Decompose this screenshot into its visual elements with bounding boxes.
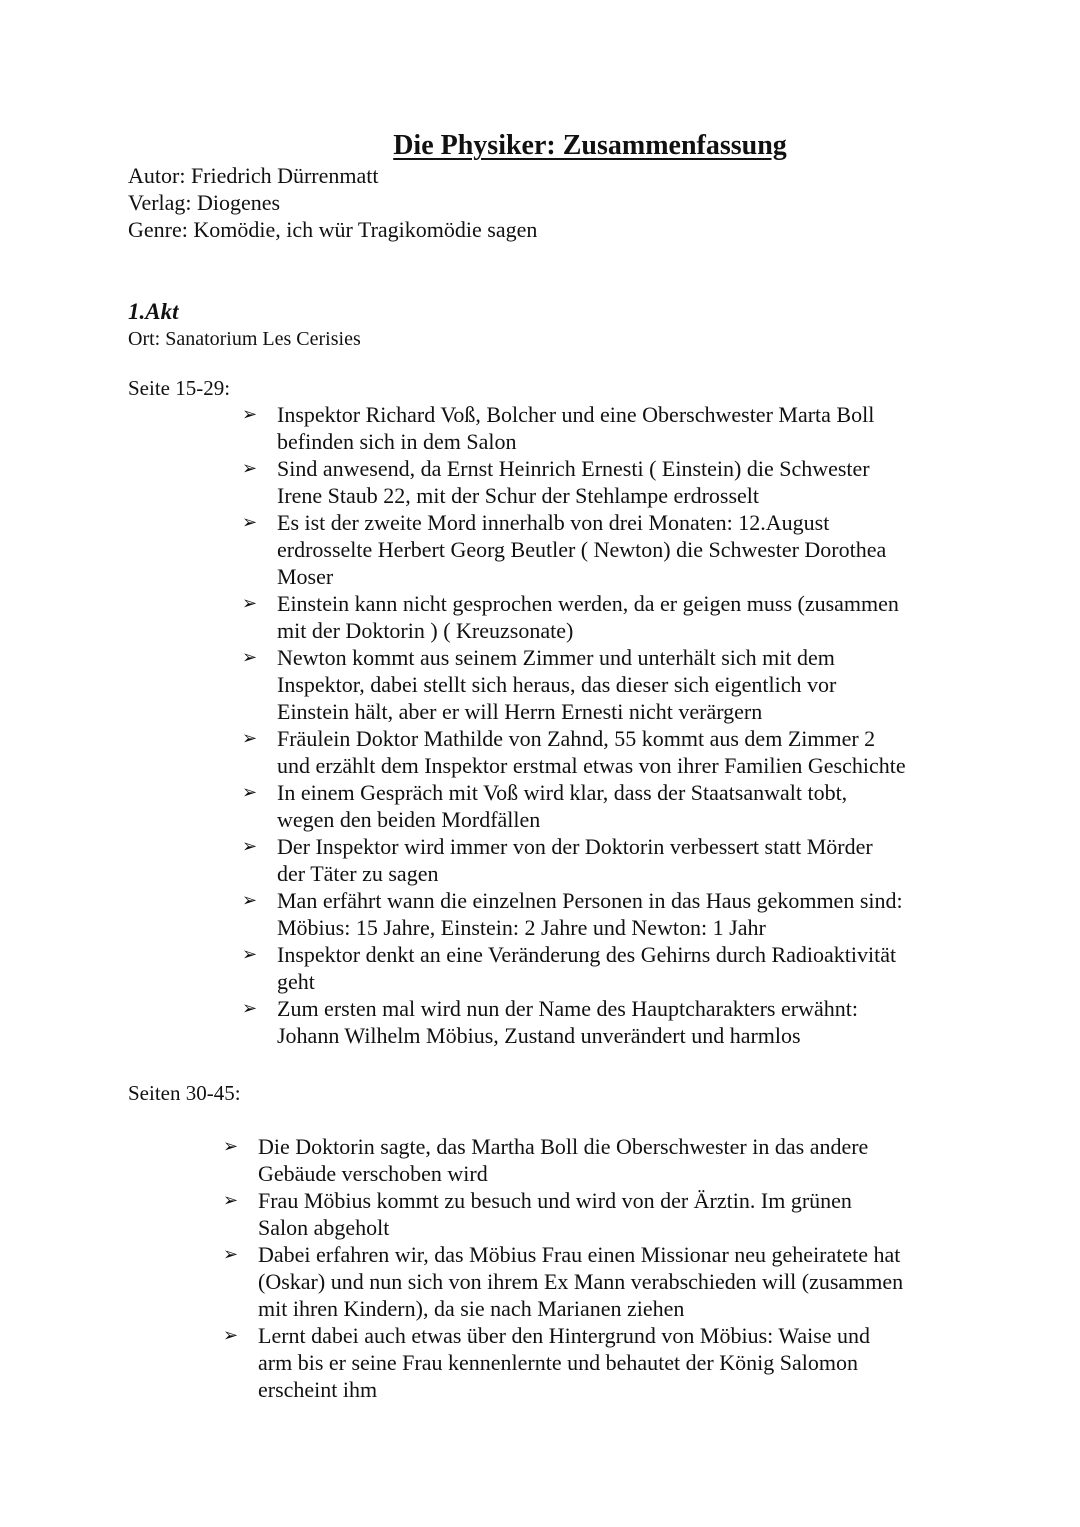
bullet-item-line: ➢ Fräulein Doktor Mathilde von Zahnd, 55 kommt aus dem Zimmer 2 [277, 726, 876, 751]
bullet-item-line: ➢ Inspektor denkt an eine Veränderung des Gehirns durch Radioaktivität [277, 942, 897, 967]
bullet-item [242, 887, 906, 941]
bullet-item [242, 509, 906, 590]
bullet-item-line: befinden sich in dem Salon [277, 429, 517, 454]
bullet-item [223, 1241, 903, 1322]
bullet-item [242, 725, 906, 779]
bullet-item-line: ➢ Newton kommt aus seinem Zimmer und unterhält sich mit dem [277, 645, 835, 670]
bullet-item [223, 1133, 903, 1187]
bullet-item-line: ➢ Es ist der zweite Mord innerhalb von drei Monaten: 12.August [277, 510, 830, 535]
bullet-item-line: Moser [277, 564, 334, 589]
bullet-list-pages-30-45 [223, 1133, 903, 1403]
bullet-item-line: Möbius: 15 Jahre, Einstein: 2 Jahre und Newton: 1 Jahr [277, 915, 766, 940]
bullet-item-line: ➢ Dabei erfahren wir, das Möbius Frau einen Missionar neu geheiratete hat [258, 1242, 901, 1267]
bullet-item-line: ➢ Inspektor Richard Voß, Bolcher und eine Oberschwester Marta Boll [277, 402, 875, 427]
bullet-list-pages-15-29 [242, 401, 906, 1049]
bullet-item-line: der Täter zu sagen [277, 861, 439, 886]
publisher-line: Verlag: Diogenes [128, 190, 281, 215]
bullet-item-line: Salon abgeholt [258, 1215, 390, 1240]
bullet-item-line: ➢ Der Inspektor wird immer von der Doktorin verbessert statt Mörder [277, 834, 873, 859]
bullet-item-line: Einstein hält, aber er will Herrn Ernesti nicht verärgern [277, 699, 763, 724]
bullet-item-line: ➢ In einem Gespräch mit Voß wird klar, dass der Staatsanwalt tobt, [277, 780, 848, 805]
bullet-item [242, 995, 906, 1049]
bullet-item-line: ➢ Sind anwesend, da Ernst Heinrich Ernesti ( Einstein) die Schwester [277, 456, 870, 481]
bullet-item-line: erdrosselte Herbert Georg Beutler ( Newton) die Schwester Dorothea [277, 537, 887, 562]
act-heading: 1.Akt [128, 299, 179, 324]
location-line: Ort: Sanatorium Les Cerisies [128, 328, 361, 350]
bullet-item-line: Inspektor, dabei stellt sich heraus, das dieser sich eigentlich vor [277, 672, 837, 697]
bullet-item-line: mit ihren Kindern), da sie nach Marianen ziehen [258, 1296, 685, 1321]
bullet-item [242, 455, 906, 509]
bullet-item [242, 941, 906, 995]
bullet-item [242, 833, 906, 887]
document-title: Die Physiker: Zusammenfassung [393, 130, 787, 161]
bullet-item-line: (Oskar) und nun sich von ihrem Ex Mann verabschieden will (zusammen [258, 1269, 904, 1294]
bullet-item-line: und erzählt dem Inspektor erstmal etwas von ihrer Familien Geschichte [277, 753, 906, 778]
bullet-item-line: Johann Wilhelm Möbius, Zustand unverändert und harmlos [277, 1023, 801, 1048]
bullet-item-line: ➢ Einstein kann nicht gesprochen werden, da er geigen muss (zusammen [277, 591, 899, 616]
section-label-pages-30-45: Seiten 30-45: [128, 1081, 241, 1105]
bullet-item-line: wegen den beiden Mordfällen [277, 807, 541, 832]
bullet-item [223, 1322, 903, 1403]
bullet-item-line: ➢ Die Doktorin sagte, das Martha Boll die Oberschwester in das andere [258, 1134, 869, 1159]
section-label-pages-15-29: Seite 15-29: [128, 376, 231, 400]
bullet-item-line: geht [277, 969, 315, 994]
bullet-item [242, 644, 906, 725]
bullet-item-line: ➢ Lernt dabei auch etwas über den Hintergrund von Möbius: Waise und [258, 1323, 871, 1348]
bullet-item-line: Irene Staub 22, mit der Schur der Stehlampe erdrosselt [277, 483, 760, 508]
author-line: Autor: Friedrich Dürrenmatt [128, 163, 379, 188]
bullet-item-line: ➢ Man erfährt wann die einzelnen Personen in das Haus gekommen sind: [277, 888, 903, 913]
bullet-item [223, 1187, 903, 1241]
bullet-item [242, 779, 906, 833]
genre-line: Genre: Komödie, ich wür Tragikomödie sagen [128, 217, 538, 242]
bullet-item-line: arm bis er seine Frau kennenlernte und behautet der König Salomon [258, 1350, 858, 1375]
bullet-item-line: ➢ Frau Möbius kommt zu besuch und wird von der Ärztin. Im grünen [258, 1188, 852, 1213]
bullet-item-line: mit der Doktorin ) ( Kreuzsonate) [277, 618, 574, 643]
book-meta [128, 162, 537, 243]
bullet-item [242, 401, 906, 455]
bullet-item-line: erscheint ihm [258, 1377, 378, 1402]
bullet-item-line: ➢ Zum ersten mal wird nun der Name des Hauptcharakters erwähnt: [277, 996, 858, 1021]
bullet-item-line: Gebäude verschoben wird [258, 1161, 488, 1186]
bullet-item [242, 590, 906, 644]
